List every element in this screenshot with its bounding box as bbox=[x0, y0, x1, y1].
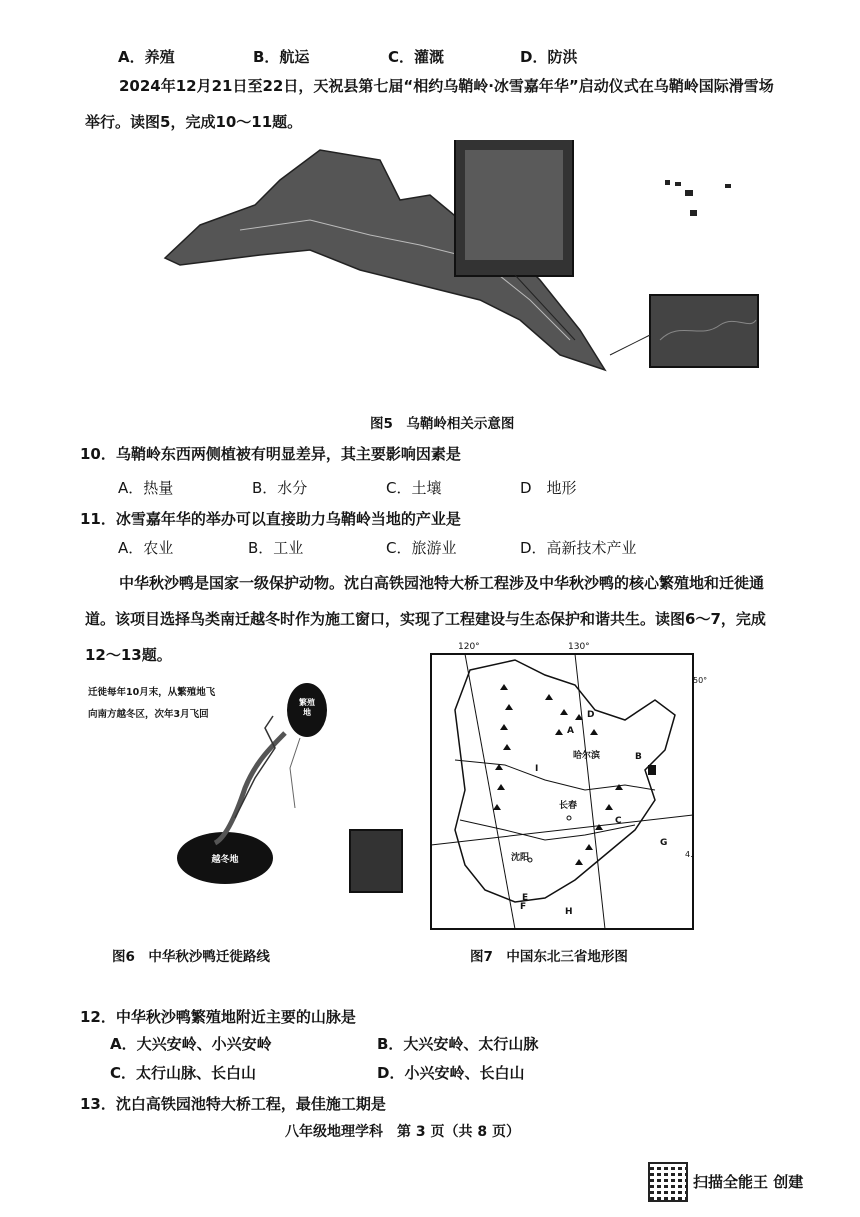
intro-12-13: 中华秋沙鸭是国家一级保护动物。沈白高铁园池特大桥工程涉及中华秋沙鸭的核心繁殖地和迁徙通道。该项目选择鸟类南迁越冬时作为施工窗口，实现了工程建设与生态保护和谐共生。读图6～7，完成12～13题。 bbox=[85, 574, 766, 664]
q11-option-d: D．高新技术产业 bbox=[520, 539, 637, 557]
migration-route-3 bbox=[290, 738, 300, 808]
q9-option-c: C．灌溉 bbox=[388, 48, 445, 66]
q10-option-a: A．热量 bbox=[118, 479, 174, 497]
island-mark-1 bbox=[665, 180, 670, 185]
lake-mark bbox=[648, 765, 656, 775]
wintering-ground-label: 越冬地 bbox=[211, 855, 239, 865]
q10-option-d: D 地形 bbox=[520, 479, 577, 497]
q12-option-b: B．大兴安岭、太行山脉 bbox=[377, 1035, 539, 1053]
figure-5-map bbox=[160, 140, 780, 390]
map-label-d: D bbox=[587, 710, 595, 720]
map-label-h: H bbox=[565, 907, 573, 917]
map-label-i: I bbox=[535, 764, 539, 774]
island-mark-5 bbox=[690, 210, 697, 216]
q11-stem: 11．冰雪嘉年华的举办可以直接助力乌鞘岭当地的产业是 bbox=[80, 510, 461, 528]
q10-option-c: C．土壤 bbox=[386, 479, 442, 497]
longitude-130-label: 130° bbox=[568, 642, 590, 652]
figure-6 bbox=[85, 668, 415, 903]
pointer-line-2 bbox=[610, 335, 650, 355]
island-mark-4 bbox=[725, 184, 731, 188]
fig6-note-line1: 迁徙每年10月末，从繁殖地飞 bbox=[88, 687, 216, 698]
city-harbin-label: 哈尔滨 bbox=[573, 751, 601, 761]
latitude-right-label: 4. bbox=[685, 850, 693, 859]
page-footer: 八年级地理学科 第 3 页（共 8 页） bbox=[285, 1124, 520, 1140]
island-mark-3 bbox=[685, 190, 693, 196]
intro-10-11: 2024年12月21日至22日，天祝县第七届“相约乌鞘岭·冰雪嘉年华”启动仪式在乌鞘岭国际滑雪场举行。读图5，完成10～11题。 bbox=[85, 77, 774, 131]
q12-option-d: D．小兴安岭、长白山 bbox=[377, 1064, 525, 1082]
inset-photo-inner bbox=[465, 150, 563, 260]
city-shenyang-label: 沈阳 bbox=[511, 853, 530, 863]
qr-code bbox=[648, 1162, 688, 1202]
map-label-a: A bbox=[567, 726, 574, 736]
figure-7-caption: 图7 中国东北三省地形图 bbox=[470, 949, 628, 965]
figure-7 bbox=[425, 640, 708, 932]
map-label-g: G bbox=[660, 838, 668, 848]
map-label-e: E bbox=[522, 893, 529, 903]
q12-option-c: C．太行山脉、长白山 bbox=[110, 1064, 257, 1082]
map-label-c: C bbox=[615, 816, 622, 826]
q11-option-c: C．旅游业 bbox=[386, 539, 457, 557]
q13-stem: 13．沈白高铁园池特大桥工程，最佳施工期是 bbox=[80, 1095, 386, 1113]
q9-option-a: A．养殖 bbox=[118, 48, 175, 66]
q11-option-b: B．工业 bbox=[248, 539, 304, 557]
q12-option-a: A．大兴安岭、小兴安岭 bbox=[110, 1035, 272, 1053]
scanner-watermark: 扫描全能王 创建 bbox=[693, 1173, 804, 1191]
fig6-note-line2: 向南方越冬区，次年3月飞回 bbox=[88, 709, 209, 720]
q10-option-b: B．水分 bbox=[252, 479, 308, 497]
figure-6-caption: 图6 中华秋沙鸭迁徙路线 bbox=[112, 949, 270, 965]
latitude-50-label: 50° bbox=[693, 676, 708, 685]
figure-6-route-map bbox=[85, 668, 415, 903]
figure-5-caption: 图5 乌鞘岭相关示意图 bbox=[370, 416, 515, 432]
figure-5 bbox=[160, 140, 780, 390]
q10-stem: 10．乌鞘岭东西两侧植被有明显差异，其主要影响因素是 bbox=[80, 445, 461, 463]
breeding-ground-label: 繁殖地 bbox=[299, 698, 315, 717]
q11-option-a: A．农业 bbox=[118, 539, 174, 557]
city-changchun-label: 长春 bbox=[559, 801, 578, 811]
island-mark-2 bbox=[675, 182, 681, 186]
q9-option-d: D．防洪 bbox=[520, 48, 578, 66]
figure-7-terrain-map bbox=[425, 640, 700, 932]
map-label-b: B bbox=[635, 752, 642, 762]
q9-option-b: B．航运 bbox=[253, 48, 310, 66]
q12-stem: 12．中华秋沙鸭繁殖地附近主要的山脉是 bbox=[80, 1008, 356, 1026]
longitude-120-label: 120° bbox=[458, 642, 480, 652]
map-label-f: F bbox=[520, 902, 527, 912]
duck-photo bbox=[350, 830, 402, 892]
